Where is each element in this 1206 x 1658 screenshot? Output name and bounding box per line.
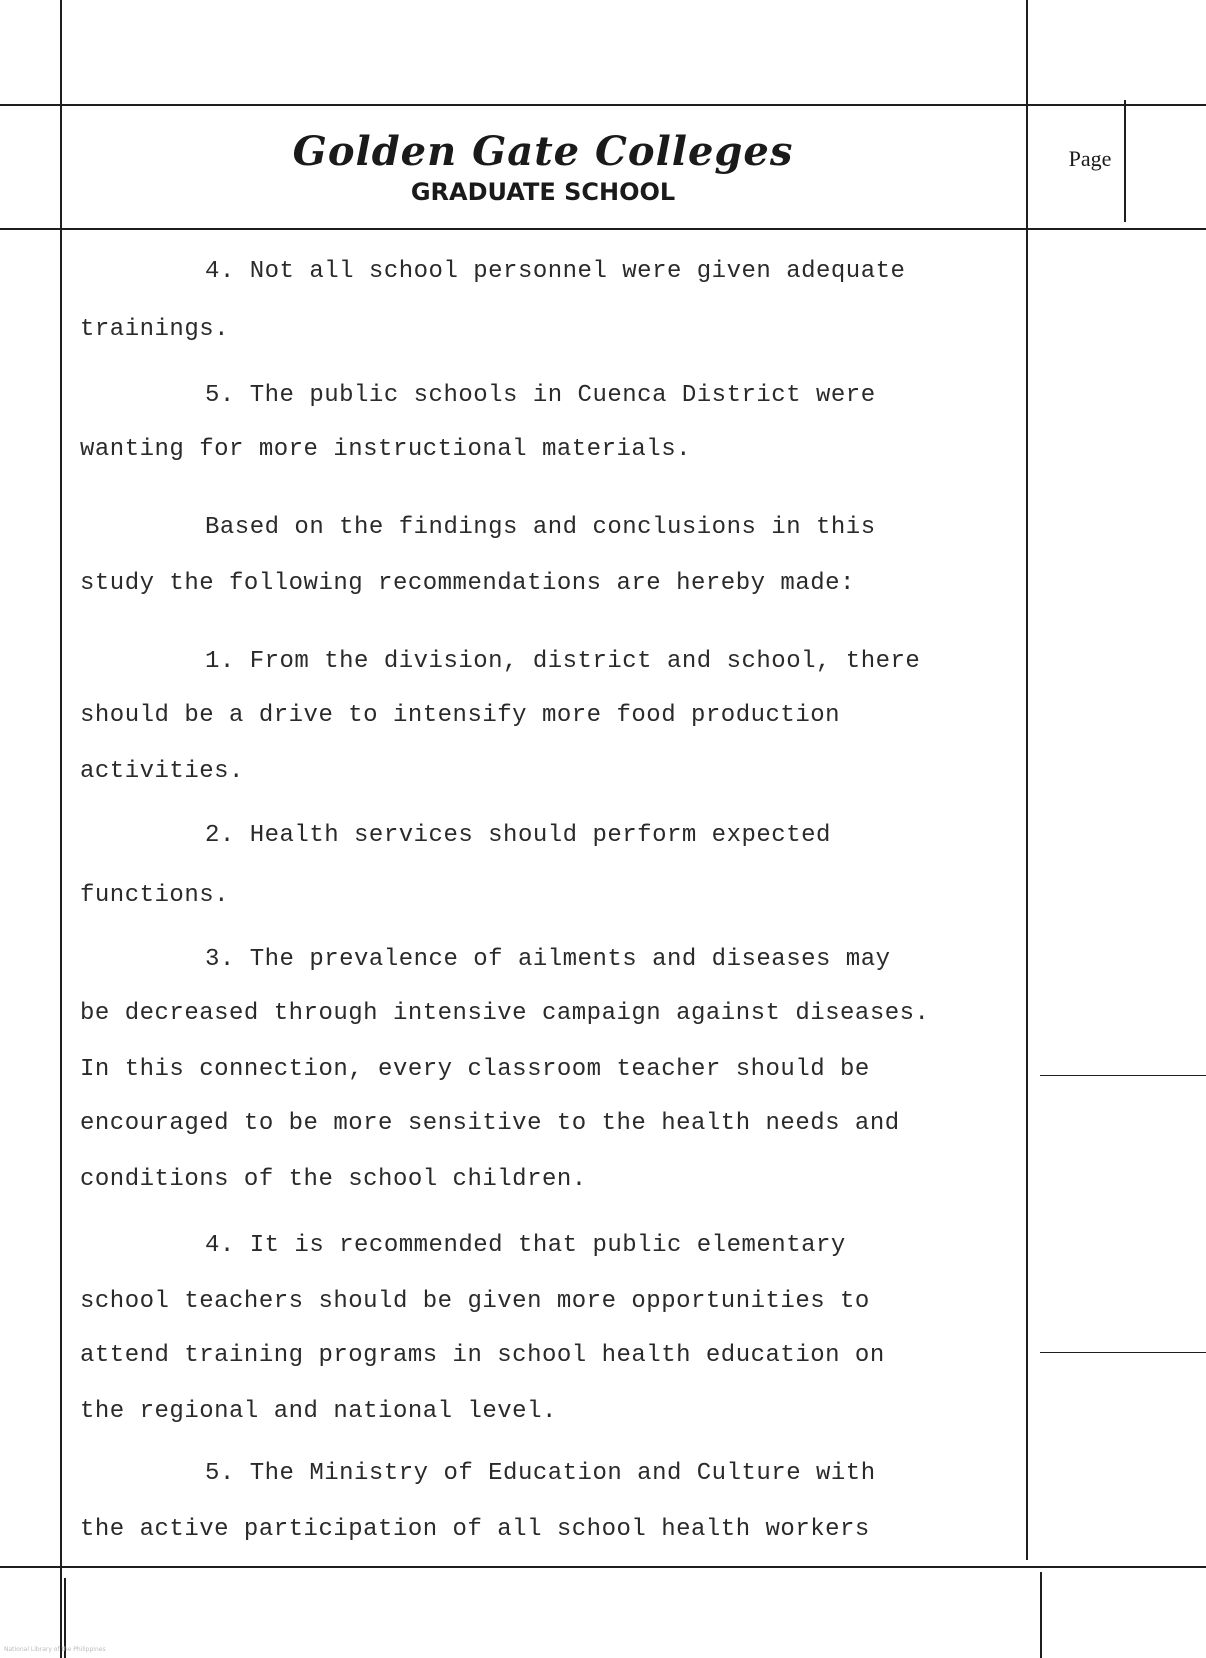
left-margin-rule bbox=[60, 0, 62, 1658]
text-line: functions. bbox=[80, 882, 230, 909]
school-subtitle: GRADUATE SCHOOL bbox=[410, 178, 676, 206]
text-line: attend training programs in school health education on bbox=[80, 1342, 885, 1369]
side-column-rule-1 bbox=[1040, 1075, 1206, 1076]
text-line: 5. The public schools in Cuenca District were bbox=[205, 382, 876, 409]
text-line: the regional and national level. bbox=[80, 1398, 557, 1425]
footer-rule bbox=[0, 1566, 1206, 1568]
text-line: conditions of the school children. bbox=[80, 1166, 587, 1193]
text-line: 4. Not all school personnel were given adequate bbox=[205, 258, 906, 285]
right-margin-rule bbox=[1026, 0, 1028, 1560]
footer-right-rule bbox=[1040, 1572, 1042, 1658]
header-bottom-rule bbox=[0, 228, 1206, 230]
text-line: activities. bbox=[80, 758, 244, 785]
text-line: Based on the findings and conclusions in this bbox=[205, 514, 876, 541]
text-line: should be a drive to intensify more food production bbox=[80, 702, 841, 729]
text-line: be decreased through intensive campaign against diseases. bbox=[80, 1000, 930, 1027]
text-line: 4. It is recommended that public elementary bbox=[205, 1232, 846, 1259]
text-line: encouraged to be more sensitive to the health needs and bbox=[80, 1110, 900, 1137]
text-line: wanting for more instructional materials. bbox=[80, 436, 691, 463]
text-line: study the following recommendations are hereby made: bbox=[80, 570, 855, 597]
header-top-rule bbox=[0, 104, 1206, 106]
page-label: Page bbox=[1068, 146, 1112, 171]
text-line: In this connection, every classroom teacher should be bbox=[80, 1056, 870, 1083]
side-column-rule-2 bbox=[1040, 1352, 1206, 1353]
institution-title: Golden Gate Colleges bbox=[292, 128, 794, 175]
text-line: 5. The Ministry of Education and Culture with bbox=[205, 1460, 876, 1487]
text-line: 1. From the division, district and school, there bbox=[205, 648, 921, 675]
text-line: 2. Health services should perform expected bbox=[205, 822, 831, 849]
text-line: 3. The prevalence of ailments and diseases may bbox=[205, 946, 891, 973]
text-line: the active participation of all school health workers bbox=[80, 1516, 870, 1543]
text-line: school teachers should be given more opportunities to bbox=[80, 1288, 870, 1315]
text-line: trainings. bbox=[80, 316, 230, 343]
scan-footer-note: National Library of the Philippines bbox=[4, 1646, 106, 1653]
